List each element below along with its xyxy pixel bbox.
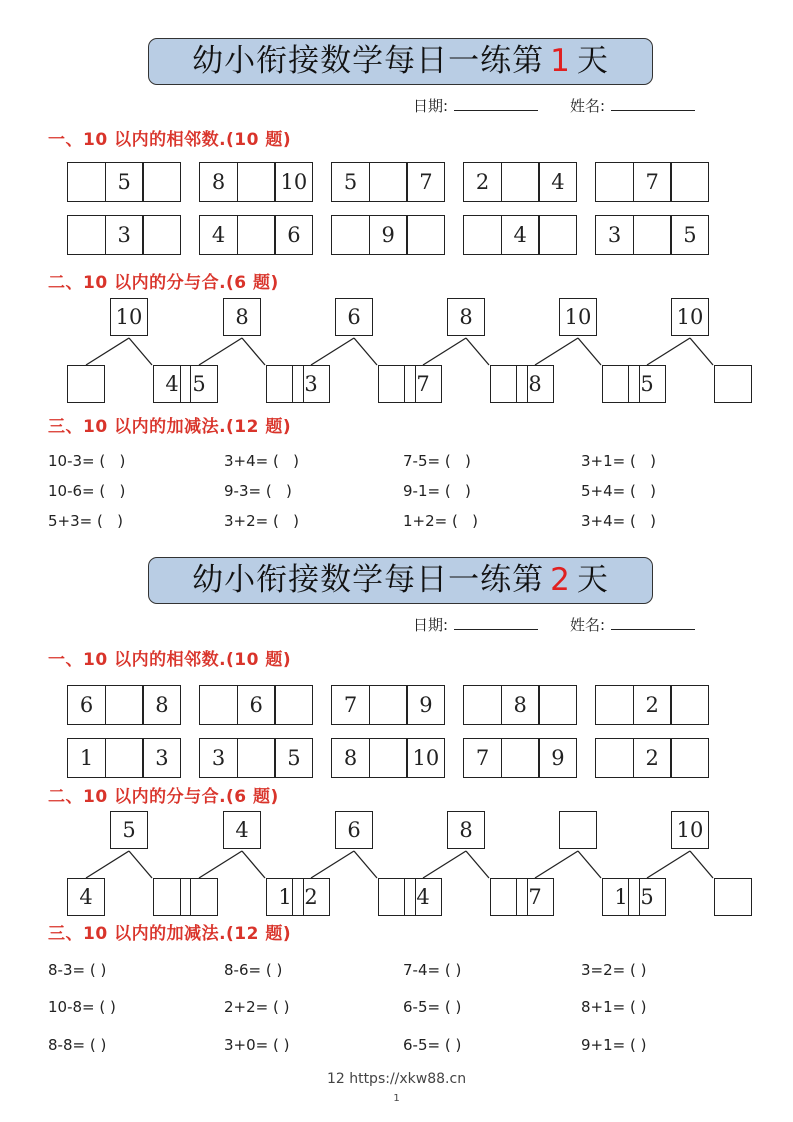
number-cell: 8 bbox=[142, 685, 181, 725]
answer-box[interactable] bbox=[595, 162, 634, 202]
answer-box[interactable] bbox=[714, 365, 752, 403]
number-bond bbox=[304, 298, 404, 408]
bond-left-number: 7 bbox=[404, 365, 442, 403]
equation[interactable]: 5+3= ( ) bbox=[48, 512, 123, 530]
number-cell: 5 bbox=[670, 215, 709, 255]
answer-box[interactable] bbox=[595, 685, 634, 725]
bond-top-number: 5 bbox=[110, 811, 148, 849]
bond-line bbox=[311, 338, 354, 365]
number-bond bbox=[416, 298, 516, 408]
answer-box[interactable] bbox=[501, 738, 540, 778]
number-cell: 7 bbox=[463, 738, 502, 778]
adjacent-number-group bbox=[463, 215, 577, 255]
answer-box[interactable] bbox=[142, 215, 181, 255]
equation[interactable]: 6-5= ( ) bbox=[403, 1036, 462, 1054]
bond-left-number: 5 bbox=[628, 878, 666, 916]
bond-line bbox=[86, 851, 129, 878]
answer-box[interactable] bbox=[595, 738, 634, 778]
bond-line bbox=[129, 851, 152, 878]
bond-top-number: 10 bbox=[671, 811, 709, 849]
equation[interactable]: 10-8= ( ) bbox=[48, 998, 116, 1016]
number-cell: 4 bbox=[501, 215, 540, 255]
equation[interactable]: 10-6= ( ) bbox=[48, 482, 126, 500]
bond-top-number: 6 bbox=[335, 811, 373, 849]
number-cell: 1 bbox=[67, 738, 106, 778]
title-day-number: 2 bbox=[550, 562, 571, 598]
number-bond bbox=[640, 298, 740, 408]
equation[interactable]: 7-4= ( ) bbox=[403, 961, 462, 979]
bond-line bbox=[466, 851, 489, 878]
bond-line bbox=[647, 338, 690, 365]
bond-top-number: 8 bbox=[447, 811, 485, 849]
answer-box[interactable] bbox=[67, 365, 105, 403]
bond-line bbox=[423, 338, 466, 365]
bond-top-number: 10 bbox=[559, 298, 597, 336]
equation[interactable]: 3+2= ( ) bbox=[224, 512, 299, 530]
number-cell: 2 bbox=[633, 685, 672, 725]
adjacent-number-group bbox=[331, 215, 445, 255]
section-heading: 二、10 以内的分与合.(6 题) bbox=[48, 787, 279, 807]
answer-box[interactable] bbox=[67, 215, 106, 255]
name-field bbox=[570, 95, 695, 116]
equation[interactable]: 7-5= ( ) bbox=[403, 452, 471, 470]
equation[interactable]: 2+2= ( ) bbox=[224, 998, 290, 1016]
answer-box[interactable] bbox=[670, 162, 709, 202]
title-day-number: 1 bbox=[550, 43, 571, 79]
equation[interactable]: 5+4= ( ) bbox=[581, 482, 656, 500]
page-number: 1 bbox=[393, 1093, 400, 1104]
number-bond bbox=[640, 811, 740, 921]
equation[interactable]: 3=2= ( ) bbox=[581, 961, 647, 979]
bond-left-number: 5 bbox=[180, 365, 218, 403]
bond-left-number: 8 bbox=[516, 365, 554, 403]
number-cell: 4 bbox=[538, 162, 577, 202]
bond-line bbox=[423, 851, 466, 878]
date-blank[interactable] bbox=[454, 98, 538, 111]
equation[interactable]: 3+1= ( ) bbox=[581, 452, 656, 470]
answer-box[interactable] bbox=[463, 685, 502, 725]
number-bond bbox=[304, 811, 404, 921]
answer-box[interactable] bbox=[369, 685, 408, 725]
name-field bbox=[570, 614, 695, 635]
number-cell: 5 bbox=[331, 162, 370, 202]
title-suffix: 天 bbox=[576, 562, 609, 598]
answer-box[interactable] bbox=[501, 162, 540, 202]
bond-left-number: 3 bbox=[292, 365, 330, 403]
bond-line bbox=[535, 338, 578, 365]
bond-top-number: 10 bbox=[110, 298, 148, 336]
number-cell: 3 bbox=[142, 738, 181, 778]
number-bond bbox=[79, 811, 179, 921]
number-bond bbox=[192, 298, 292, 408]
date-label: 日期: bbox=[413, 97, 449, 115]
number-cell: 2 bbox=[463, 162, 502, 202]
equation[interactable]: 9+1= ( ) bbox=[581, 1036, 647, 1054]
bond-line bbox=[199, 851, 242, 878]
bond-left-number: 7 bbox=[516, 878, 554, 916]
adjacent-number-group bbox=[463, 162, 577, 202]
bond-left-number: 2 bbox=[292, 878, 330, 916]
date-field bbox=[413, 614, 538, 635]
bond-line bbox=[578, 338, 601, 365]
adjacent-number-group bbox=[199, 215, 313, 255]
answer-box[interactable] bbox=[237, 738, 276, 778]
bond-right-number: 1 bbox=[266, 878, 304, 916]
bond-left-number: 4 bbox=[404, 878, 442, 916]
answer-box[interactable] bbox=[180, 878, 218, 916]
equation[interactable]: 9-3= ( ) bbox=[224, 482, 292, 500]
date-label: 日期: bbox=[413, 616, 449, 634]
bond-right-number: 4 bbox=[153, 365, 191, 403]
answer-box[interactable] bbox=[670, 738, 709, 778]
number-bond bbox=[528, 811, 628, 921]
answer-box[interactable] bbox=[369, 162, 408, 202]
section-heading: 二、10 以内的分与合.(6 题) bbox=[48, 273, 279, 293]
answer-box[interactable] bbox=[559, 811, 597, 849]
equation[interactable]: 9-1= ( ) bbox=[403, 482, 471, 500]
adjacent-number-group bbox=[595, 738, 709, 778]
adjacent-number-group bbox=[331, 738, 445, 778]
answer-box[interactable] bbox=[237, 215, 276, 255]
bond-line bbox=[86, 338, 129, 365]
number-cell: 2 bbox=[633, 738, 672, 778]
equation[interactable]: 8+1= ( ) bbox=[581, 998, 647, 1016]
bond-line bbox=[690, 338, 713, 365]
name-label: 姓名: bbox=[570, 97, 606, 115]
title-prefix: 幼小衔接数学每日一练第 bbox=[192, 562, 545, 598]
equation[interactable]: 3+4= ( ) bbox=[224, 452, 299, 470]
name-blank[interactable] bbox=[611, 617, 695, 630]
adjacent-number-group bbox=[199, 685, 313, 725]
bond-top-number: 8 bbox=[447, 298, 485, 336]
answer-box[interactable] bbox=[714, 878, 752, 916]
number-cell: 3 bbox=[595, 215, 634, 255]
adjacent-number-group bbox=[67, 162, 181, 202]
number-cell: 6 bbox=[237, 685, 276, 725]
equation[interactable]: 6-5= ( ) bbox=[403, 998, 462, 1016]
answer-box[interactable] bbox=[199, 685, 238, 725]
number-cell: 10 bbox=[406, 738, 445, 778]
bond-line bbox=[647, 851, 690, 878]
adjacent-number-group bbox=[199, 738, 313, 778]
adjacent-number-group bbox=[595, 685, 709, 725]
answer-box[interactable] bbox=[331, 215, 370, 255]
equation[interactable]: 8-8= ( ) bbox=[48, 1036, 107, 1054]
bond-left-number: 5 bbox=[628, 365, 666, 403]
day-title bbox=[148, 557, 653, 604]
bond-line bbox=[354, 338, 377, 365]
answer-box[interactable] bbox=[406, 215, 445, 255]
answer-box[interactable] bbox=[67, 162, 106, 202]
equation[interactable]: 3+4= ( ) bbox=[581, 512, 656, 530]
equation[interactable]: 1+2= ( ) bbox=[403, 512, 478, 530]
bond-line bbox=[466, 338, 489, 365]
answer-box[interactable] bbox=[538, 685, 577, 725]
equation[interactable]: 8-3= ( ) bbox=[48, 961, 107, 979]
bond-line bbox=[242, 338, 265, 365]
number-cell: 6 bbox=[274, 215, 313, 255]
bond-line bbox=[578, 851, 601, 878]
adjacent-number-group bbox=[199, 162, 313, 202]
answer-box[interactable] bbox=[105, 685, 144, 725]
adjacent-number-group bbox=[331, 685, 445, 725]
bond-line bbox=[354, 851, 377, 878]
number-cell: 9 bbox=[369, 215, 408, 255]
number-bond bbox=[192, 811, 292, 921]
section-heading: 一、10 以内的相邻数.(10 题) bbox=[48, 650, 292, 670]
adjacent-number-group bbox=[595, 162, 709, 202]
bond-line bbox=[199, 338, 242, 365]
answer-box[interactable] bbox=[237, 162, 276, 202]
number-cell: 8 bbox=[331, 738, 370, 778]
bond-top-number: 4 bbox=[223, 811, 261, 849]
number-bond bbox=[528, 298, 628, 408]
adjacent-number-group bbox=[67, 215, 181, 255]
equation[interactable]: 8-6= ( ) bbox=[224, 961, 283, 979]
equation[interactable]: 10-3= ( ) bbox=[48, 452, 126, 470]
number-cell: 7 bbox=[331, 685, 370, 725]
answer-box[interactable] bbox=[274, 685, 313, 725]
answer-box[interactable] bbox=[633, 215, 672, 255]
answer-box[interactable] bbox=[463, 215, 502, 255]
number-cell: 3 bbox=[199, 738, 238, 778]
section-heading: 一、10 以内的相邻数.(10 题) bbox=[48, 130, 292, 150]
number-cell: 8 bbox=[501, 685, 540, 725]
date-blank[interactable] bbox=[454, 617, 538, 630]
number-cell: 10 bbox=[274, 162, 313, 202]
answer-box[interactable] bbox=[670, 685, 709, 725]
adjacent-number-group bbox=[595, 215, 709, 255]
answer-box[interactable] bbox=[538, 215, 577, 255]
bond-top-number: 8 bbox=[223, 298, 261, 336]
answer-box[interactable] bbox=[105, 738, 144, 778]
number-bond bbox=[416, 811, 516, 921]
bond-line bbox=[535, 851, 578, 878]
bond-line bbox=[311, 851, 354, 878]
number-cell: 7 bbox=[406, 162, 445, 202]
title-prefix: 幼小衔接数学每日一练第 bbox=[192, 43, 545, 79]
number-bond bbox=[79, 298, 179, 408]
name-blank[interactable] bbox=[611, 98, 695, 111]
section-heading: 三、10 以内的加减法.(12 题) bbox=[48, 924, 292, 944]
section-heading: 三、10 以内的加减法.(12 题) bbox=[48, 417, 292, 437]
bond-line bbox=[129, 338, 152, 365]
number-cell: 5 bbox=[274, 738, 313, 778]
bond-right-number: 1 bbox=[602, 878, 640, 916]
adjacent-number-group bbox=[67, 738, 181, 778]
title-suffix: 天 bbox=[576, 43, 609, 79]
answer-box[interactable] bbox=[369, 738, 408, 778]
number-cell: 6 bbox=[67, 685, 106, 725]
bond-line bbox=[242, 851, 265, 878]
bond-left-number: 4 bbox=[67, 878, 105, 916]
number-cell: 9 bbox=[406, 685, 445, 725]
day-title bbox=[148, 38, 653, 85]
number-cell: 4 bbox=[199, 215, 238, 255]
footer-watermark: 12 https://xkw88.cn bbox=[326, 1071, 467, 1087]
date-field bbox=[413, 95, 538, 116]
equation[interactable]: 3+0= ( ) bbox=[224, 1036, 290, 1054]
adjacent-number-group bbox=[463, 685, 577, 725]
adjacent-number-group bbox=[463, 738, 577, 778]
number-cell: 8 bbox=[199, 162, 238, 202]
number-cell: 9 bbox=[538, 738, 577, 778]
number-cell: 3 bbox=[105, 215, 144, 255]
name-label: 姓名: bbox=[570, 616, 606, 634]
adjacent-number-group bbox=[331, 162, 445, 202]
number-cell: 5 bbox=[105, 162, 144, 202]
bond-top-number: 10 bbox=[671, 298, 709, 336]
bond-line bbox=[690, 851, 713, 878]
number-cell: 7 bbox=[633, 162, 672, 202]
bond-top-number: 6 bbox=[335, 298, 373, 336]
adjacent-number-group bbox=[67, 685, 181, 725]
answer-box[interactable] bbox=[142, 162, 181, 202]
